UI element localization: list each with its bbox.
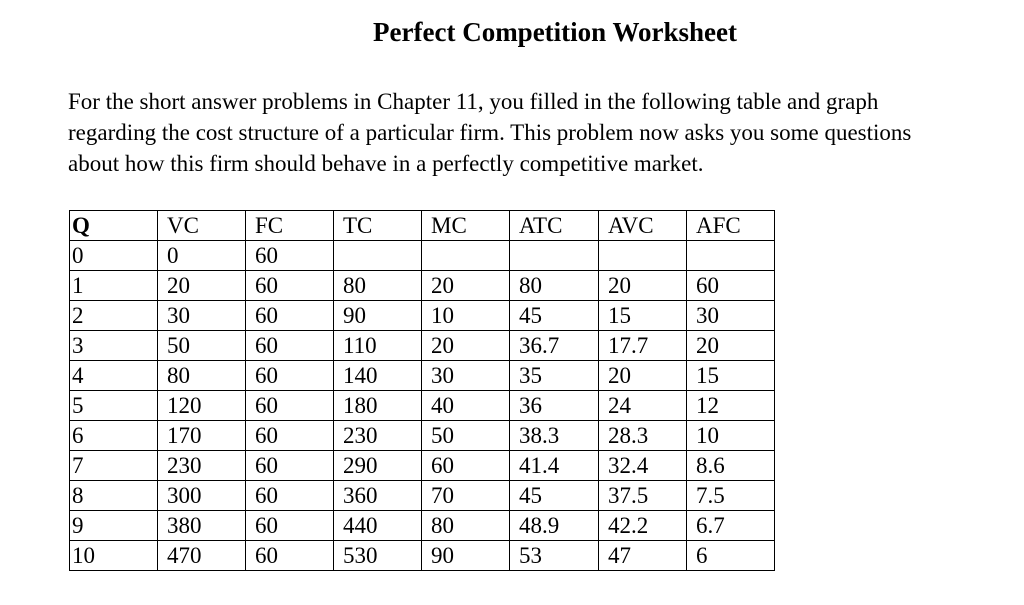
cell-vc: 380 xyxy=(158,511,246,541)
cell-fc: 60 xyxy=(246,511,334,541)
cell-afc: 10 xyxy=(687,421,775,451)
cell-fc: 60 xyxy=(246,391,334,421)
intro-line: about how this firm should behave in a perfectly competitive market. xyxy=(68,151,704,176)
cell-q: 5 xyxy=(70,391,158,421)
cell-mc: 10 xyxy=(422,301,510,331)
cell-q: 3 xyxy=(70,331,158,361)
cell-vc: 30 xyxy=(158,301,246,331)
cell-q: 9 xyxy=(70,511,158,541)
cell-vc: 0 xyxy=(158,241,246,271)
cell-q: 2 xyxy=(70,301,158,331)
header-q: Q xyxy=(70,211,158,241)
cell-atc: 41.4 xyxy=(510,451,599,481)
cell-avc xyxy=(599,241,687,271)
cell-tc: 440 xyxy=(334,511,422,541)
cell-tc: 180 xyxy=(334,391,422,421)
cell-fc: 60 xyxy=(246,271,334,301)
cost-table xyxy=(69,210,775,571)
cell-q: 1 xyxy=(70,271,158,301)
cell-avc: 28.3 xyxy=(599,421,687,451)
cell-fc: 60 xyxy=(246,241,334,271)
cell-atc: 45 xyxy=(510,301,599,331)
cell-fc: 60 xyxy=(246,421,334,451)
cell-tc: 290 xyxy=(334,451,422,481)
cell-avc: 37.5 xyxy=(599,481,687,511)
cell-afc: 7.5 xyxy=(687,481,775,511)
cell-avc: 15 xyxy=(599,301,687,331)
cell-vc: 80 xyxy=(158,361,246,391)
cell-avc: 20 xyxy=(599,361,687,391)
cell-afc xyxy=(687,241,775,271)
cell-afc: 8.6 xyxy=(687,451,775,481)
intro-line: regarding the cost structure of a particular firm. This problem now asks you some questions xyxy=(68,120,912,145)
cell-atc: 45 xyxy=(510,481,599,511)
header-tc: TC xyxy=(334,211,422,241)
cell-afc: 6 xyxy=(687,541,775,571)
table-row xyxy=(70,511,775,541)
cell-avc: 17.7 xyxy=(599,331,687,361)
cell-atc: 48.9 xyxy=(510,511,599,541)
cell-tc: 230 xyxy=(334,421,422,451)
cell-tc: 90 xyxy=(334,301,422,331)
cell-fc: 60 xyxy=(246,361,334,391)
cell-tc: 140 xyxy=(334,361,422,391)
cell-fc: 60 xyxy=(246,301,334,331)
cell-q: 10 xyxy=(70,541,158,571)
table-row xyxy=(70,271,775,301)
cell-q: 7 xyxy=(70,451,158,481)
cell-atc: 38.3 xyxy=(510,421,599,451)
cell-tc: 530 xyxy=(334,541,422,571)
cell-vc: 300 xyxy=(158,481,246,511)
intro-line: For the short answer problems in Chapter 11, you filled in the following table and graph xyxy=(68,89,879,114)
cell-vc: 20 xyxy=(158,271,246,301)
cell-tc: 80 xyxy=(334,271,422,301)
cell-avc: 47 xyxy=(599,541,687,571)
cell-avc: 32.4 xyxy=(599,451,687,481)
cell-avc: 24 xyxy=(599,391,687,421)
cell-atc: 80 xyxy=(510,271,599,301)
table-row xyxy=(70,421,775,451)
header-mc: MC xyxy=(422,211,510,241)
cell-atc: 35 xyxy=(510,361,599,391)
cell-q: 0 xyxy=(70,241,158,271)
cell-mc: 70 xyxy=(422,481,510,511)
table-row xyxy=(70,331,775,361)
cell-afc: 30 xyxy=(687,301,775,331)
cell-mc: 20 xyxy=(422,271,510,301)
cell-vc: 120 xyxy=(158,391,246,421)
cell-atc: 53 xyxy=(510,541,599,571)
cell-tc xyxy=(334,241,422,271)
table-row xyxy=(70,361,775,391)
header-avc: AVC xyxy=(599,211,687,241)
cell-afc: 12 xyxy=(687,391,775,421)
table-row xyxy=(70,451,775,481)
cell-mc xyxy=(422,241,510,271)
cell-q: 6 xyxy=(70,421,158,451)
table-header-row xyxy=(70,211,775,241)
cell-afc: 60 xyxy=(687,271,775,301)
table-row xyxy=(70,481,775,511)
cell-q: 4 xyxy=(70,361,158,391)
cell-mc: 60 xyxy=(422,451,510,481)
cell-avc: 42.2 xyxy=(599,511,687,541)
cell-fc: 60 xyxy=(246,541,334,571)
header-atc: ATC xyxy=(510,211,599,241)
cell-avc: 20 xyxy=(599,271,687,301)
cell-mc: 20 xyxy=(422,331,510,361)
cell-q: 8 xyxy=(70,481,158,511)
cell-vc: 50 xyxy=(158,331,246,361)
cell-tc: 360 xyxy=(334,481,422,511)
intro-paragraph xyxy=(68,86,1008,179)
header-vc: VC xyxy=(158,211,246,241)
cell-afc: 15 xyxy=(687,361,775,391)
worksheet-title: Perfect Competition Worksheet xyxy=(373,17,737,47)
header-afc: AFC xyxy=(687,211,775,241)
cell-mc: 50 xyxy=(422,421,510,451)
cell-fc: 60 xyxy=(246,451,334,481)
table-row xyxy=(70,241,775,271)
cell-mc: 30 xyxy=(422,361,510,391)
cell-afc: 20 xyxy=(687,331,775,361)
cell-mc: 80 xyxy=(422,511,510,541)
cell-mc: 90 xyxy=(422,541,510,571)
table-row xyxy=(70,301,775,331)
cell-vc: 470 xyxy=(158,541,246,571)
cell-fc: 60 xyxy=(246,481,334,511)
cell-fc: 60 xyxy=(246,331,334,361)
cell-mc: 40 xyxy=(422,391,510,421)
header-fc: FC xyxy=(246,211,334,241)
cell-vc: 170 xyxy=(158,421,246,451)
cell-afc: 6.7 xyxy=(687,511,775,541)
cell-vc: 230 xyxy=(158,451,246,481)
cell-atc xyxy=(510,241,599,271)
cell-atc: 36 xyxy=(510,391,599,421)
table-row xyxy=(70,541,775,571)
cell-atc: 36.7 xyxy=(510,331,599,361)
table-row xyxy=(70,391,775,421)
cell-tc: 110 xyxy=(334,331,422,361)
